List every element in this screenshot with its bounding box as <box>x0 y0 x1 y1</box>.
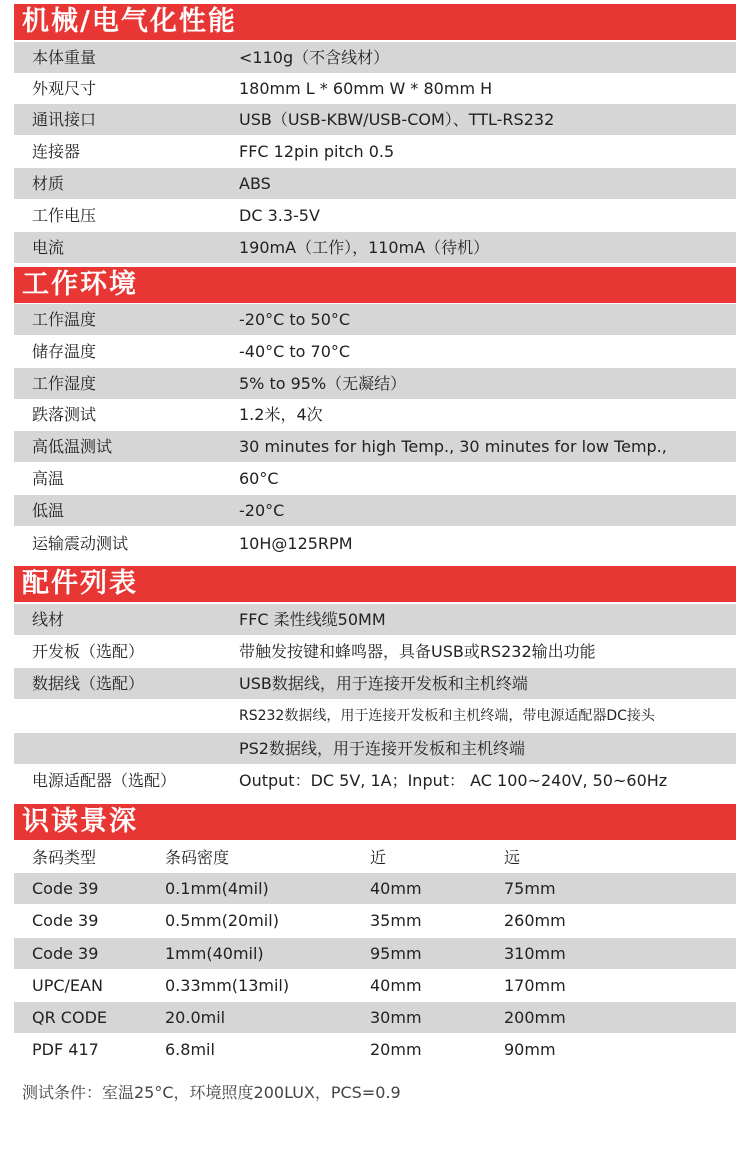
section-title-environment: 工作环境 <box>14 267 736 303</box>
table-row <box>14 873 736 904</box>
spec-row <box>14 636 736 667</box>
cell-density: 1mm(40mil) <box>165 944 264 963</box>
cell-near: 40mm <box>370 976 422 995</box>
spec-key: 工作电压 <box>32 206 97 225</box>
cell-type: PDF 417 <box>32 1040 99 1059</box>
spec-value: RS232数据线，用于连接开发板和主机终端，带电源适配器DC接头 <box>239 708 655 724</box>
cell-type: Code 39 <box>32 911 99 930</box>
table-row <box>14 970 736 1001</box>
cell-far: 310mm <box>504 944 566 963</box>
spec-key: 数据线（选配） <box>32 674 145 693</box>
cell-far: 170mm <box>504 976 566 995</box>
spec-value: USB数据线，用于连接开发板和主机终端 <box>239 674 528 693</box>
spec-row <box>14 604 736 635</box>
spec-value: 60°C <box>239 469 279 488</box>
spec-row <box>14 668 736 699</box>
spec-row <box>14 42 736 73</box>
section-title-mechanical: 机械/电气化性能 <box>14 4 736 40</box>
cell-density: 0.5mm(20mil) <box>165 911 279 930</box>
spec-row <box>14 701 736 732</box>
spec-key: 线材 <box>32 610 65 629</box>
cell-far: 75mm <box>504 879 556 898</box>
spec-row <box>14 73 736 104</box>
spec-key: 跌落测试 <box>32 405 97 424</box>
spec-key: 电源适配器（选配） <box>32 771 177 790</box>
spec-value: -20°C <box>239 501 285 520</box>
spec-row <box>14 495 736 526</box>
spec-value: FFC 柔性线缆50MM <box>239 610 386 629</box>
spec-key: 高低温测试 <box>32 437 113 456</box>
section-title-reading-depth: 识读景深 <box>14 804 736 840</box>
spec-value: 190mA（工作），110mA（待机） <box>239 238 490 257</box>
spec-value: DC 3.3-5V <box>239 206 320 225</box>
spec-row <box>14 733 736 764</box>
spec-key: 运输震动测试 <box>32 534 129 553</box>
spec-row <box>14 463 736 494</box>
spec-value: USB（USB-KBW/USB-COM）、TTL-RS232 <box>239 110 555 129</box>
test-conditions-note: 测试条件：室温25°C，环境照度200LUX，PCS=0.9 <box>22 1083 401 1102</box>
section-title-accessories: 配件列表 <box>14 566 736 602</box>
spec-key: 材质 <box>32 174 65 193</box>
cell-near: 40mm <box>370 879 422 898</box>
spec-row <box>14 336 736 367</box>
spec-row <box>14 368 736 399</box>
cell-far: 260mm <box>504 911 566 930</box>
spec-key: 通讯接口 <box>32 110 97 129</box>
spec-key: 低温 <box>32 501 65 520</box>
spec-row <box>14 104 736 135</box>
cell-density: 0.33mm(13mil) <box>165 976 290 995</box>
cell-near: 95mm <box>370 944 422 963</box>
cell-near: 35mm <box>370 911 422 930</box>
spec-key: 开发板（选配） <box>32 642 145 661</box>
spec-value: -20°C to 50°C <box>239 310 351 329</box>
spec-value: 5% to 95%（无凝结） <box>239 374 407 393</box>
spec-value: 10H@125RPM <box>239 534 353 553</box>
table-row <box>14 1034 736 1065</box>
header-far: 远 <box>504 848 521 867</box>
cell-density: 6.8mil <box>165 1040 215 1059</box>
spec-row <box>14 399 736 430</box>
cell-density: 20.0mil <box>165 1008 226 1027</box>
spec-row <box>14 232 736 263</box>
spec-value: -40°C to 70°C <box>239 342 351 361</box>
spec-row <box>14 765 736 796</box>
spec-value: 带触发按键和蜂鸣器，具备USB或RS232输出功能 <box>239 642 596 661</box>
header-near: 近 <box>370 848 387 867</box>
spec-value: ABS <box>239 174 271 193</box>
cell-type: UPC/EAN <box>32 976 103 995</box>
cell-density: 0.1mm(4mil) <box>165 879 269 898</box>
spec-key: 电流 <box>32 238 65 257</box>
spec-value: Output：DC 5V, 1A；Input： AC 100~240V, 50~60Hz <box>239 771 668 790</box>
cell-type: QR CODE <box>32 1008 107 1027</box>
spec-key: 连接器 <box>32 142 81 161</box>
spec-value: FFC 12pin pitch 0.5 <box>239 142 395 161</box>
spec-key: 高温 <box>32 469 65 488</box>
spec-value: 180mm L * 60mm W * 80mm H <box>239 79 493 98</box>
spec-value: <110g（不含线材） <box>239 48 390 67</box>
cell-near: 30mm <box>370 1008 422 1027</box>
cell-near: 20mm <box>370 1040 422 1059</box>
spec-value: 30 minutes for high Temp., 30 minutes for low Temp., <box>239 437 667 456</box>
spec-row <box>14 200 736 231</box>
spec-key: 储存温度 <box>32 342 97 361</box>
spec-value: 1.2米，4次 <box>239 405 323 424</box>
spec-row <box>14 528 736 559</box>
header-barcode-type: 条码类型 <box>32 848 97 867</box>
spec-row <box>14 136 736 167</box>
table-row <box>14 905 736 936</box>
cell-far: 90mm <box>504 1040 556 1059</box>
spec-key: 工作温度 <box>32 310 97 329</box>
header-barcode-density: 条码密度 <box>165 848 230 867</box>
spec-value: PS2数据线，用于连接开发板和主机终端 <box>239 739 525 758</box>
spec-key: 外观尺寸 <box>32 79 97 98</box>
spec-row <box>14 431 736 462</box>
spec-row <box>14 168 736 199</box>
cell-far: 200mm <box>504 1008 566 1027</box>
spec-key: 本体重量 <box>32 48 97 67</box>
spec-key: 工作湿度 <box>32 374 97 393</box>
cell-type: Code 39 <box>32 944 99 963</box>
cell-type: Code 39 <box>32 879 99 898</box>
table-header-row <box>14 842 736 873</box>
spec-row <box>14 304 736 335</box>
table-row <box>14 1002 736 1033</box>
table-row <box>14 938 736 969</box>
